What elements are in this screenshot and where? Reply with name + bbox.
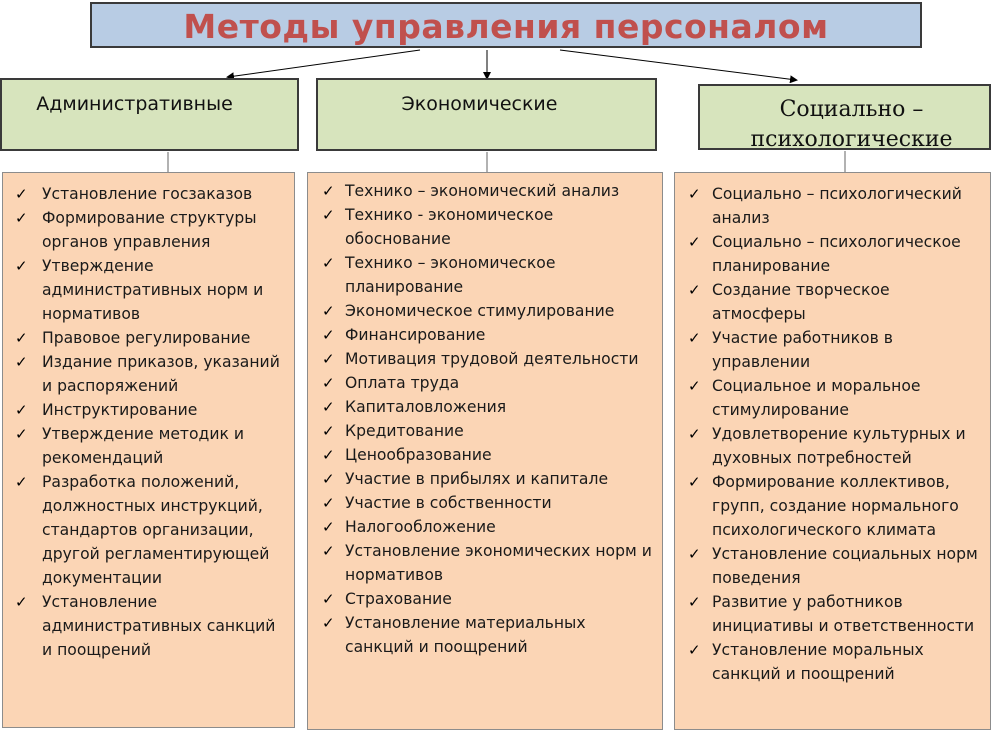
list-item-text: Установление госзаказов [42, 185, 253, 203]
checkmark-icon: ✓ [322, 254, 335, 272]
list-item-text: Установление социальных норм поведения [712, 545, 978, 587]
list-item-text: Инструктирование [42, 401, 198, 419]
checkmark-icon: ✓ [15, 593, 28, 611]
list-item [3, 422, 294, 470]
checkmark-icon: ✓ [322, 470, 335, 488]
list-item [308, 395, 662, 419]
list-item [675, 230, 990, 278]
list-item-text: Технико - экономическое обоснование [345, 206, 554, 248]
title-box [90, 2, 922, 48]
list-item-text: Технико – экономическое планирование [345, 254, 556, 296]
checkmark-icon: ✓ [15, 329, 28, 347]
list-item-text: Формирование структуры органов управления [42, 209, 257, 251]
list-item [308, 611, 662, 659]
social-psychological-methods-list [674, 172, 991, 730]
list-item [308, 251, 662, 299]
heading-administrative-label: Административные [36, 93, 233, 115]
list-item-text: Участие в прибылях и капитале [345, 470, 609, 488]
list-item [308, 203, 662, 251]
list-item-text: Оплата труда [345, 374, 460, 392]
list-item-text: Удовлетворение культурных и духовных потребностей [712, 425, 966, 467]
checkmark-icon: ✓ [688, 545, 701, 563]
list-item [308, 539, 662, 587]
list-item [308, 371, 662, 395]
list-item-text: Страхование [345, 590, 452, 608]
list-item-text: Участие работников в управлении [712, 329, 893, 371]
heading-social-label: Социально – психологические [750, 97, 953, 150]
list-item [675, 326, 990, 374]
list-item-text: Установление административных санкций и поощрений [42, 593, 276, 659]
list-item-text: Правовое регулирование [42, 329, 251, 347]
economic-methods-list [307, 172, 663, 730]
heading-administrative [0, 78, 299, 151]
checkmark-icon: ✓ [688, 185, 701, 203]
checkmark-icon: ✓ [322, 326, 335, 344]
checkmark-icon: ✓ [15, 473, 28, 491]
list-item [3, 398, 294, 422]
list-item [675, 182, 990, 230]
checkmark-icon: ✓ [15, 353, 28, 371]
checkmark-icon: ✓ [688, 641, 701, 659]
list-item [3, 254, 294, 326]
checkmark-icon: ✓ [322, 542, 335, 560]
administrative-methods-list [2, 172, 295, 728]
heading-economic [316, 78, 657, 151]
list-item [308, 323, 662, 347]
checkmark-icon: ✓ [15, 257, 28, 275]
list-item [3, 326, 294, 350]
list-item [308, 179, 662, 203]
list-item [675, 374, 990, 422]
list-item [3, 350, 294, 398]
list-item [3, 206, 294, 254]
checkmark-icon: ✓ [322, 182, 335, 200]
checkmark-icon: ✓ [322, 302, 335, 320]
checkmark-icon: ✓ [688, 593, 701, 611]
list-item [3, 590, 294, 662]
list-item-text: Социальное и моральное стимулирование [712, 377, 921, 419]
list-item [675, 422, 990, 470]
checkmark-icon: ✓ [688, 233, 701, 251]
list-item-text: Утверждение методик и рекомендаций [42, 425, 244, 467]
list-item-text: Утверждение административных норм и нормативов [42, 257, 264, 323]
heading-economic-label: Экономические [401, 93, 558, 115]
list-item [308, 443, 662, 467]
list-item-text: Социально – психологический анализ [712, 185, 962, 227]
list-item-text: Развитие у работников инициативы и ответственности [712, 593, 975, 635]
list-item-text: Установление моральных санкций и поощрений [712, 641, 924, 683]
checkmark-icon: ✓ [322, 518, 335, 536]
checkmark-icon: ✓ [322, 446, 335, 464]
list-item-text: Капиталовложения [345, 398, 507, 416]
checkmark-icon: ✓ [322, 614, 335, 632]
checkmark-icon: ✓ [322, 374, 335, 392]
list-item-text: Формирование коллективов, групп, создание нормального психологического климата [712, 473, 959, 539]
list-item [675, 470, 990, 542]
list-item-text: Издание приказов, указаний и распоряжений [42, 353, 280, 395]
checkmark-icon: ✓ [688, 425, 701, 443]
list-item-text: Установление экономических норм и нормативов [345, 542, 652, 584]
checkmark-icon: ✓ [15, 209, 28, 227]
checkmark-icon: ✓ [688, 377, 701, 395]
heading-social-psychological [698, 84, 991, 150]
list-item-text: Налогообложение [345, 518, 496, 536]
page-title: Методы управления персоналом [183, 7, 829, 46]
checkmark-icon: ✓ [15, 185, 28, 203]
list-item [3, 182, 294, 206]
checkmark-icon: ✓ [322, 494, 335, 512]
list-item [308, 587, 662, 611]
list-item-text: Ценообразование [345, 446, 492, 464]
list-item-text: Социально – психологическое планирование [712, 233, 961, 275]
list-item [675, 542, 990, 590]
list-item [675, 638, 990, 686]
checkmark-icon: ✓ [322, 206, 335, 224]
checkmark-icon: ✓ [322, 350, 335, 368]
list-item [308, 515, 662, 539]
list-item-text: Участие в собственности [345, 494, 552, 512]
list-item-text: Установление материальных санкций и поощрений [345, 614, 586, 656]
checkmark-icon: ✓ [15, 401, 28, 419]
checkmark-icon: ✓ [688, 329, 701, 347]
list-item-text: Создание творческое атмосферы [712, 281, 890, 323]
list-item-text: Мотивация трудовой деятельности [345, 350, 639, 368]
list-item-text: Финансирование [345, 326, 486, 344]
list-item [308, 419, 662, 443]
list-item [308, 347, 662, 371]
list-item-text: Экономическое стимулирование [345, 302, 615, 320]
checkmark-icon: ✓ [688, 473, 701, 491]
checkmark-icon: ✓ [322, 590, 335, 608]
list-item [308, 467, 662, 491]
list-item [675, 278, 990, 326]
checkmark-icon: ✓ [322, 398, 335, 416]
list-item [675, 590, 990, 638]
list-item-text: Кредитование [345, 422, 464, 440]
list-item [308, 491, 662, 515]
list-item-text: Разработка положений, должностных инструкций, стандартов организации, другой регламентирующей документации [42, 473, 270, 587]
list-item [308, 299, 662, 323]
checkmark-icon: ✓ [688, 281, 701, 299]
list-item [3, 470, 294, 590]
list-item-text: Технико – экономический анализ [345, 182, 620, 200]
checkmark-icon: ✓ [322, 422, 335, 440]
checkmark-icon: ✓ [15, 425, 28, 443]
